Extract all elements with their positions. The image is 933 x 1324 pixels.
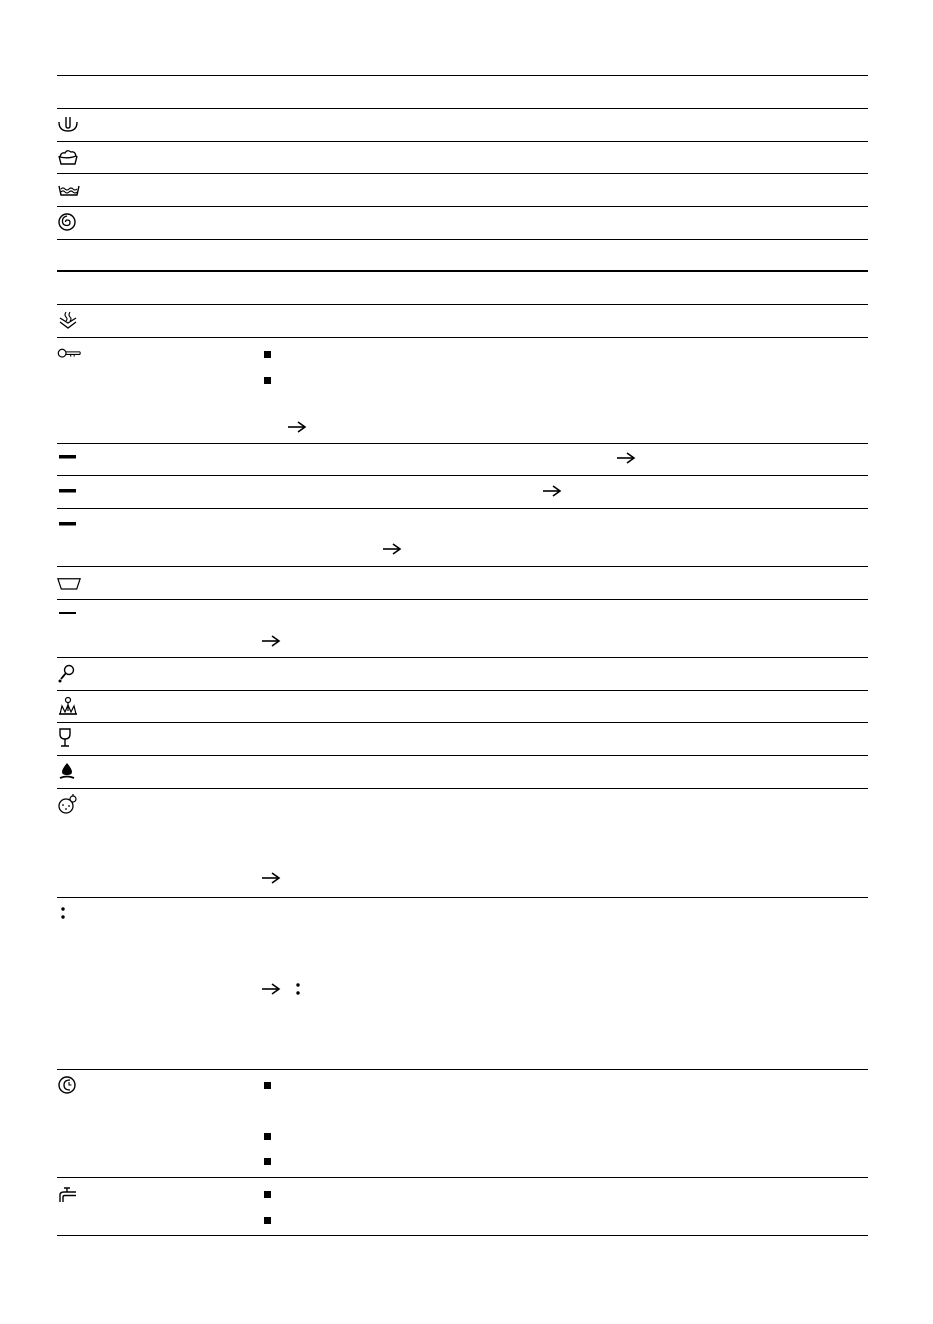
main-wash-icon: [57, 147, 81, 167]
table-row-divider: [57, 443, 868, 444]
table-row-divider: [57, 206, 868, 207]
door-lock-icon: [57, 344, 81, 364]
arrow-right-icon: [382, 542, 402, 556]
list-bullet: [264, 351, 271, 358]
dash-icon: [57, 481, 81, 501]
water-drop-icon: [57, 761, 81, 781]
stain-icon: [57, 663, 81, 683]
table-row-divider: [57, 108, 868, 109]
table-row-divider: [57, 1069, 868, 1070]
list-bullet: [264, 1217, 271, 1224]
list-bullet: [264, 1133, 271, 1140]
table-bottom-rule: [57, 239, 868, 240]
table-row-divider: [57, 475, 868, 476]
table-row-divider: [57, 690, 868, 691]
colon-dots-icon: [295, 983, 301, 995]
table-row-divider: [57, 337, 868, 338]
list-bullet: [264, 1082, 271, 1089]
table-top-rule: [57, 270, 868, 272]
arrow-right-icon: [542, 484, 562, 498]
flower-icon: [57, 696, 81, 716]
tap-icon: [57, 1184, 81, 1204]
arrow-right-icon: [261, 871, 281, 885]
eco-icon: [57, 795, 81, 815]
arrow-right-icon: [287, 420, 307, 434]
table-row-divider: [57, 1177, 868, 1178]
dash-icon: [57, 514, 81, 534]
arrow-right-icon: [261, 634, 281, 648]
table-row-divider: [57, 657, 868, 658]
table-row-divider: [57, 304, 868, 305]
table-bottom-rule: [57, 1235, 868, 1236]
table-row-divider: [57, 566, 868, 567]
spin-icon: [57, 212, 81, 232]
rinse-icon: [57, 179, 81, 199]
table-row-divider: [57, 788, 868, 789]
arrow-right-icon: [616, 451, 636, 465]
list-bullet: [264, 1191, 271, 1198]
table-top-rule: [57, 75, 868, 76]
colon-dots-icon: [60, 907, 66, 919]
tub-icon: [57, 573, 81, 593]
table-row-divider: [57, 141, 868, 142]
arrow-right-icon: [261, 982, 281, 996]
list-bullet: [264, 377, 271, 384]
list-bullet: [264, 1158, 271, 1165]
delay-start-icon: [57, 1075, 81, 1095]
table-row-divider: [57, 755, 868, 756]
dash-icon: [57, 447, 81, 467]
anti-crease-icon: [57, 310, 81, 330]
table-row-divider: [57, 599, 868, 600]
table-row-divider: [57, 897, 868, 898]
table-row-divider: [57, 722, 868, 723]
table-row-divider: [57, 173, 868, 174]
wine-glass-icon: [57, 728, 81, 748]
pre-wash-icon: [57, 114, 81, 134]
table-row-divider: [57, 508, 868, 509]
dash-icon: [57, 604, 81, 624]
